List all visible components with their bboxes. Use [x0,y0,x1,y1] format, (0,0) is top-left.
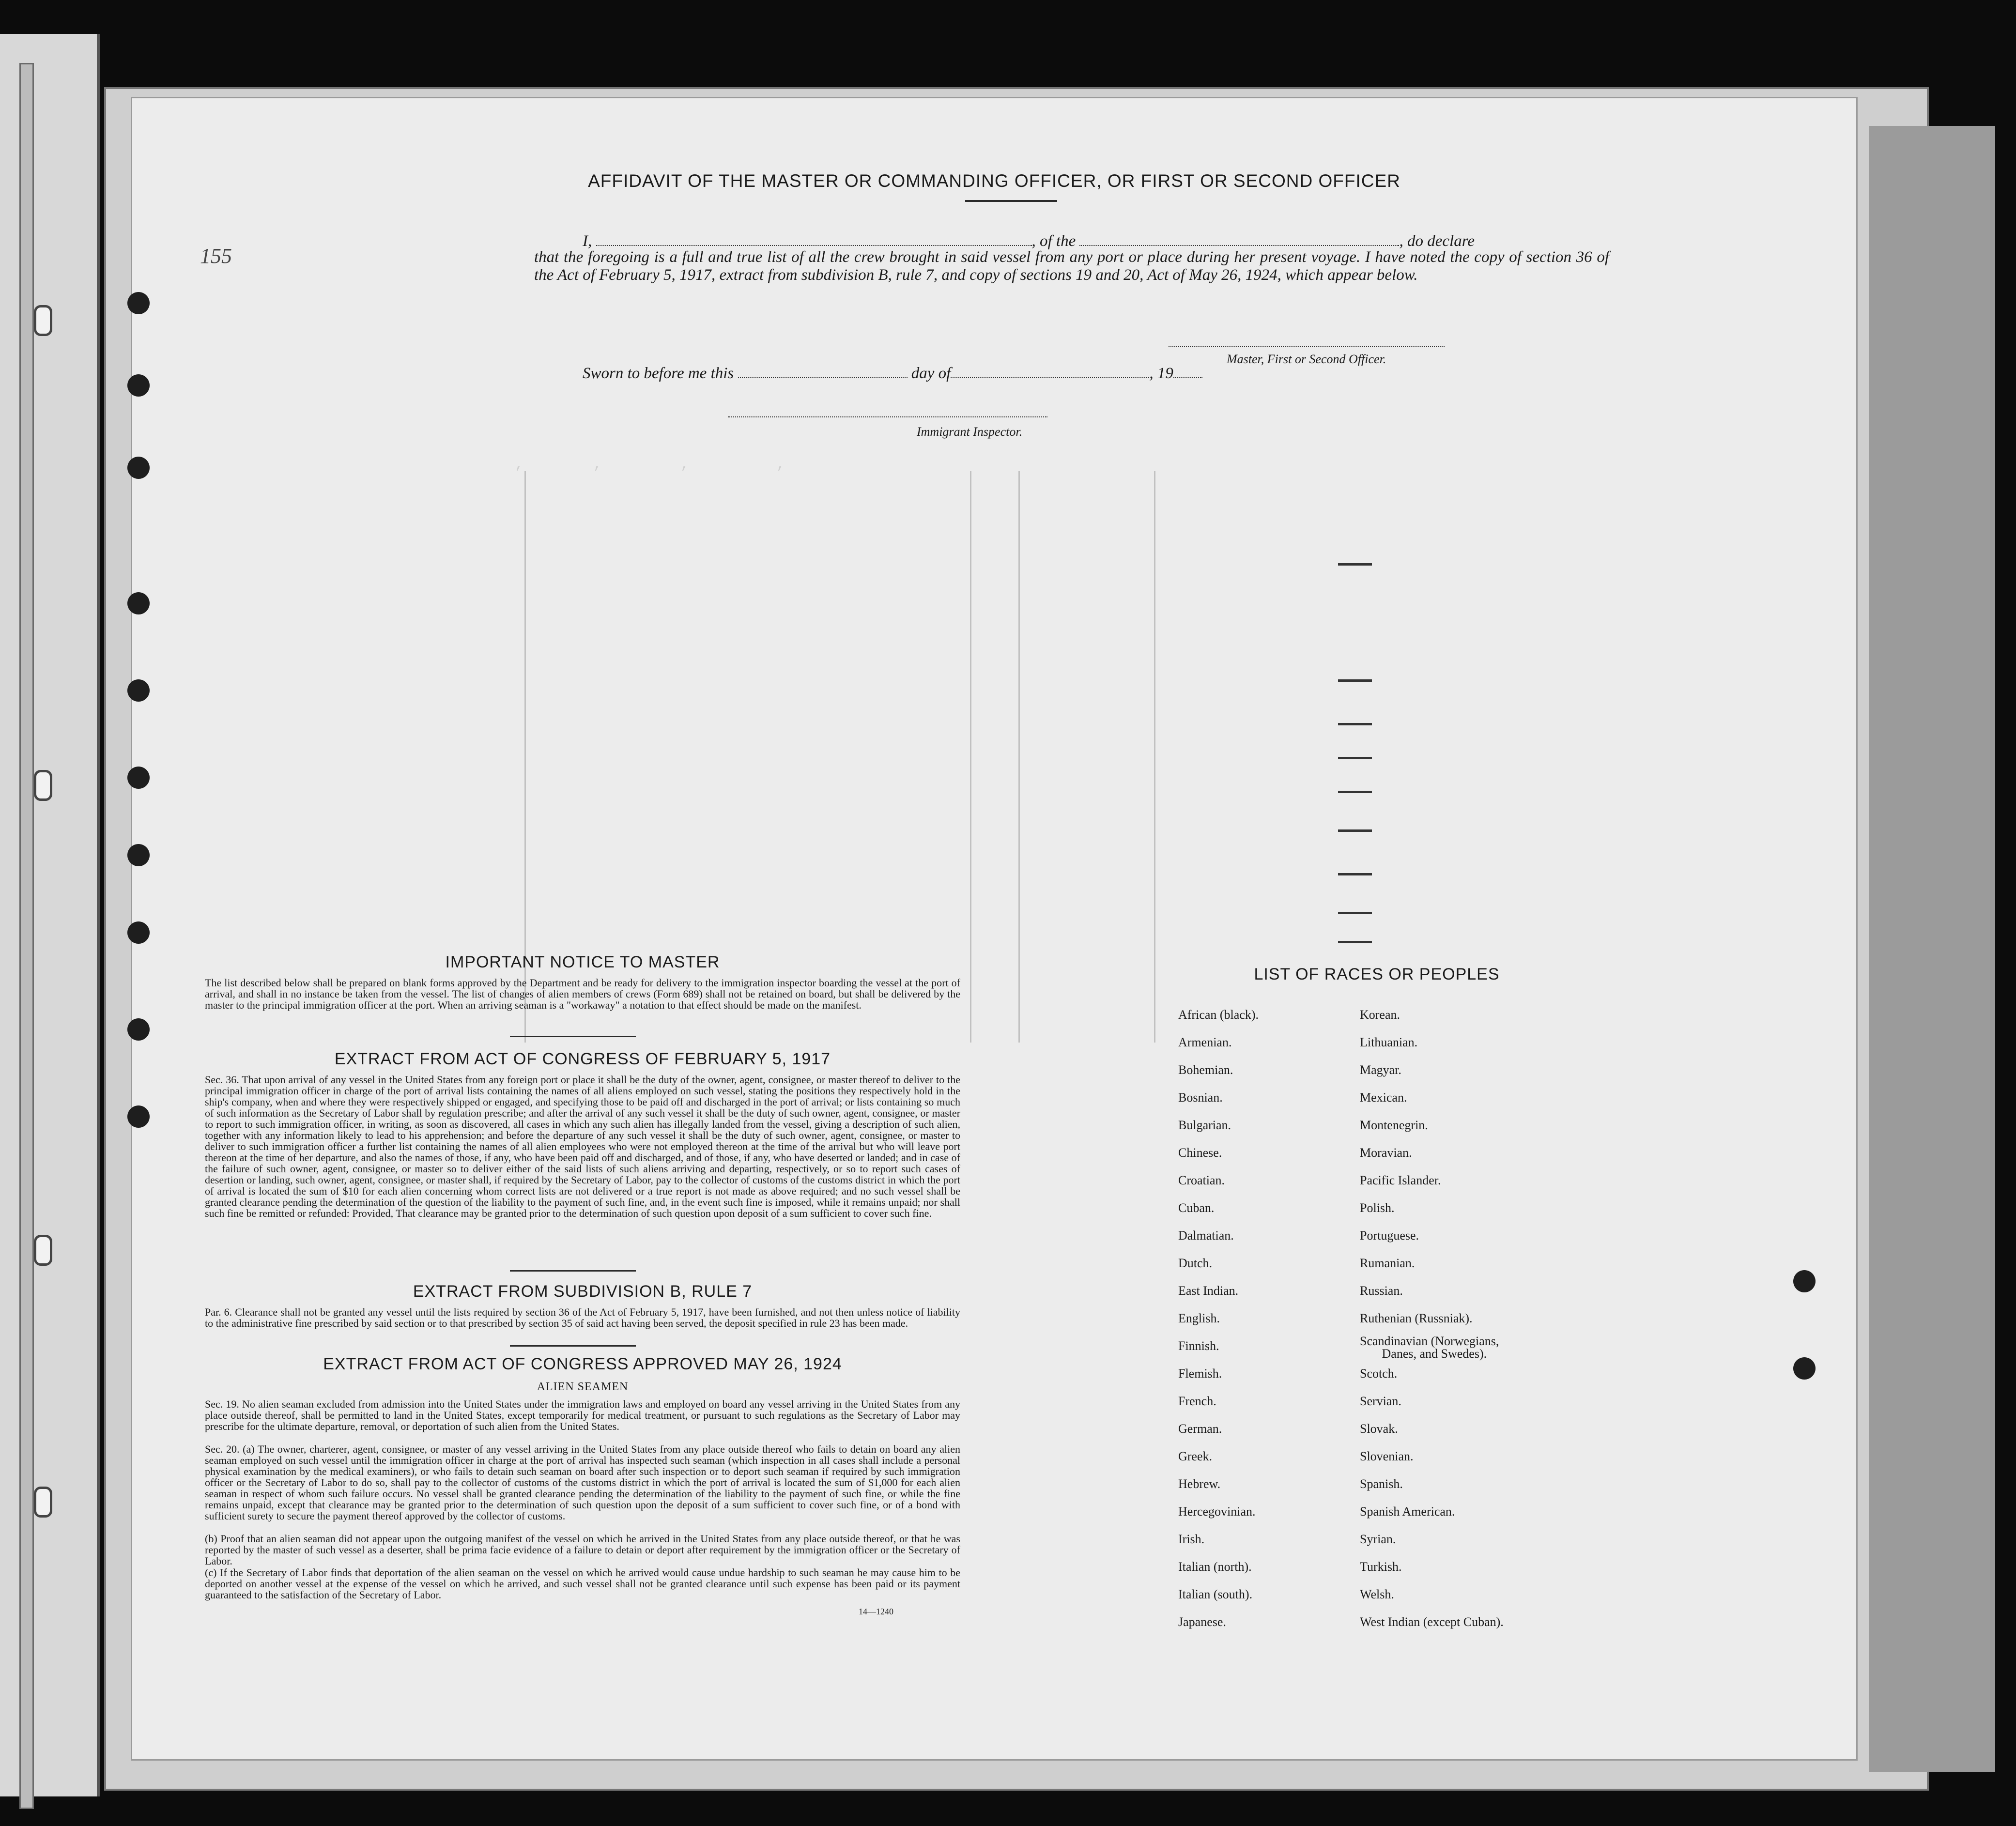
bleed-through-dash [1338,912,1372,914]
sworn-line [583,364,1202,383]
sworn-year-prefix: , 19 [1149,365,1173,382]
sec-20c-text: (c) If the Secretary of Labor finds that deportation of the alien seaman on the vessel on which he arrived would cause undue hardship to such seaman he may cause him to be deported on another vessel at the expense of the vessel on which he arrived, and such vessel shall not be granted clearance until such expense has been paid or its payment guaranteed to the satisfaction of the Secretary of Labor. [205,1566,960,1601]
bleed-through-text: , , , , [471,457,855,473]
race-item: African (black). [1178,1008,1259,1022]
race-item: Polish. [1360,1201,1395,1215]
race-item: French. [1178,1394,1216,1408]
sec-19-text: Sec. 19. No alien seaman excluded from admission into the United States under the immigration laws and employed on board any vessel arriving in the United States from any place outside thereof, shall be permitted to land in the United States, except temporarily for medical treatment, or pursuant to such regulations as the Secretary of Labor may prescribe for the ultimate departure, removal, or deportation of such alien from the United States. [205,1398,960,1432]
race-item: Bohemian. [1178,1063,1233,1077]
race-item: Servian. [1360,1394,1401,1408]
notice-body: The list described below shall be prepared on blank forms approved by the Department and be ready for delivery to the immigration inspector boarding the vessel at the port of arrival, and shall in no instance be taken from the vessel. The list of changes of alien members of crews (Form 689) shall not be retained on board, but shall be delivered by the master to the principal immigration officer at the port. When an arriving seaman is a "workaway" a notation to that effect should be made on the manifest. [205,977,960,1011]
sec-20b-text: (b) Proof that an alien seaman did not appear upon the outgoing manifest of the vessel on which he arrived in the United States from any place outside thereof, or that he was reported by the master of such vessel as a deserter, shall be prima facie evidence of a failure to detain or deport after requirement by the immigration officer or the Secretary of Labor. [205,1533,960,1567]
bleed-through-dash [1338,679,1372,682]
race-item: Slovak. [1360,1422,1398,1436]
race-item: Dalmatian. [1178,1228,1234,1243]
punch-hole [127,292,150,314]
sec-20a-text: Sec. 20. (a) The owner, charterer, agent, consignee, or master of any vessel arriving in the United States from any place outside thereof who fails to detain on board any alien seaman employed on such vessel until the immigration officer in charge at the port of arrival has inspected such seaman (which inspection in all cases shall include a personal physical examination by the medical examiners), or who fails to detain such seaman on board after such inspection or to deport such seaman if required by such immigration officer or the Secretary of Labor to do so, shall pay to the collector of customs of the customs district in which the port of arrival is located the sum of $1,000 for each alien seaman in respect of whom such failure occurs. No vessel shall be granted clearance pending the determination of the liability to the payment of such fine, or while the fine remains unpaid, except that clearance may be granted prior to the determination of such question upon the deposit of a sum sufficient to cover such fine, or of a bond with sufficient surety to secure the payment thereof approved by the collector of customs. [205,1443,960,1522]
extract-1917-title: EXTRACT FROM ACT OF CONGRESS OF FEBRUARY 5, 1917 [334,1050,831,1068]
section-divider [510,1345,636,1347]
race-item: Bosnian. [1178,1090,1223,1105]
bleed-through-rule [970,471,971,1043]
underlying-page-edge [1869,126,1995,1772]
race-item: East Indian. [1178,1284,1239,1298]
binder-hole [34,305,52,336]
bleed-through-dash [1338,873,1372,875]
race-item: Turkish. [1360,1560,1402,1574]
inspector-caption: Immigrant Inspector. [917,425,1023,439]
race-item: Scotch. [1360,1366,1398,1381]
race-item: Welsh. [1360,1587,1394,1601]
race-item: Japanese. [1178,1615,1226,1629]
sworn-day-field[interactable] [738,364,908,378]
extract-1917-body: Sec. 36. That upon arrival of any vessel in the United States from any foreign port or place it shall be the duty of the owner, agent, consignee, or master thereof to deliver to the principal immigration officer in charge of the port of arrival lists containing the names of all aliens employed on such vessel, stating the positions they respectively hold in the ship's company, when and where they were respectively shipped or engaged, and specifying those to be paid off and discharged in the port of arrival; or lists containing so much of such information as the Secretary of Labor shall by regulation prescribe; and after the arrival of any such vessel it shall be the duty of such owner, agent, consignee, or master to report to such immigration officer, in writing, as soon as discovered, all cases in which any such alien has illegally landed from the vessel, giving a description of such alien, together with any information likely to lead to his apprehension; and before the departure of any such vessel it shall be the duty of such owner, agent, consignee, or master to deliver to such immigration officer a further list containing the names of all alien employees who were not employed thereon at the time of the arrival but who will leave port thereon at the time of her departure, and also the names of those, if any, who have been paid off and discharged, and of those, if any, who have deserted or landed; and in case of the failure of such owner, agent, consignee, or master so to deliver either of the said lists of such aliens arriving and departing, respectively, or so to report such cases of desertion or landing, such owner, agent, consignee, or master shall, if required by the Secretary of Labor, pay to the collector of customs of the customs district in which the port of arrival is located the sum of $10 for each alien concerning whom correct lists are not delivered or a true report is not made as above required; and no such vessel shall be granted clearance pending the determination of the question of the liability to the payment of such fine, and, in the event such fine is imposed, while it remains unpaid; nor shall such fine be remitted or refunded: Provided, That clearance may be granted prior to the determination of such question upon deposit of a sum sufficient to cover such fine. [205,1074,960,1219]
handwritten-number: 155 [200,244,232,268]
race-item: English. [1178,1311,1220,1325]
race-item: Spanish. [1360,1477,1403,1491]
race-item: Ruthenian (Russniak). [1360,1311,1473,1325]
race-item: Scandinavian (Norwegians, Danes, and Swedes). [1360,1334,1499,1361]
sworn-prefix: Sworn to before me this [583,365,734,382]
race-item: Cuban. [1178,1201,1215,1215]
declaration-declare: , do declare [1399,232,1475,250]
punch-hole [1793,1270,1816,1292]
name-field[interactable] [596,231,1032,246]
declaration-i: I, [583,232,592,250]
race-item: Armenian. [1178,1035,1232,1049]
binder-hole [34,1235,52,1266]
race-item: Pacific Islander. [1360,1173,1441,1187]
race-item: Russian. [1360,1284,1403,1298]
document-page [131,97,1858,1761]
race-item: Lithuanian. [1360,1035,1418,1049]
punch-hole [127,457,150,479]
race-item: Portuguese. [1360,1228,1419,1243]
extract-rule7-body: Par. 6. Clearance shall not be granted any vessel until the lists required by section 36 of the Act of February 5, 1917, have been furnished, and not then unless notice of liability to the administrative fine prescribed by said section or to that prescribed by section 35 of said act having been served, the deposit specified in rule 23 has been made. [205,1306,960,1329]
race-item: Moravian. [1360,1146,1412,1160]
race-item: Syrian. [1360,1532,1396,1546]
extract-1924-title: EXTRACT FROM ACT OF CONGRESS APPROVED MAY 26, 1924 [323,1355,842,1373]
race-item: Italian (south). [1178,1587,1253,1601]
race-item: Italian (north). [1178,1560,1252,1574]
bleed-through-dash [1338,757,1372,759]
extract-1924-subtitle: ALIEN SEAMEN [537,1381,629,1393]
bleed-through-dash [1338,723,1372,725]
binder-strip [0,34,100,1796]
affidavit-title: AFFIDAVIT OF THE MASTER OR COMMANDING OFFICER, OR FIRST OR SECOND OFFICER [588,171,1400,191]
notice-title: IMPORTANT NOTICE TO MASTER [445,953,720,971]
bleed-through-dash [1338,829,1372,832]
punch-hole [127,374,150,397]
punch-hole [127,921,150,944]
race-item: Chinese. [1178,1146,1222,1160]
form-number: 14—1240 [859,1607,893,1616]
signature-caption: Master, First or Second Officer. [1227,352,1386,366]
punch-hole [127,1018,150,1041]
punch-hole [127,767,150,789]
race-item: Dutch. [1178,1256,1213,1270]
binder-hole [34,1487,52,1518]
title-underline [965,200,1057,202]
binder-hole [34,770,52,801]
race-item: German. [1178,1422,1222,1436]
declaration-body: that the foregoing is a full and true list of all the crew brought in said vessel from any port or place during her present voyage. I have noted the copy of section 36 of the Act of February 5, 1917, extract from subdivision B, rule 7, and copy of sections 19 and 20, Act of May 26, 1924, which appear below. [534,248,1609,284]
punch-hole [127,844,150,866]
race-item: Flemish. [1178,1366,1222,1381]
bleed-through-dash [1338,563,1372,566]
signature-line[interactable] [1169,345,1445,347]
race-item: Magyar. [1360,1063,1401,1077]
bleed-through-rule [1018,471,1020,1043]
race-item: Spanish American. [1360,1504,1455,1519]
punch-hole [127,1105,150,1128]
sworn-month-field[interactable] [951,364,1149,378]
race-item: Slovenian. [1360,1449,1414,1463]
race-item: Korean. [1360,1008,1400,1022]
race-item: Finnish. [1178,1339,1219,1353]
race-item: West Indian (except Cuban). [1360,1615,1504,1629]
punch-hole [127,679,150,702]
race-item: Croatian. [1178,1173,1225,1187]
section-divider [510,1270,636,1272]
vessel-field[interactable] [1079,231,1399,246]
race-item: Bulgarian. [1178,1118,1231,1132]
punch-hole [127,592,150,614]
race-item: Greek. [1178,1449,1213,1463]
race-item: Hebrew. [1178,1477,1221,1491]
binder-edge [19,63,34,1809]
declaration-line [583,231,1475,250]
race-item: Montenegrin. [1360,1118,1428,1132]
punch-hole [1793,1357,1816,1380]
section-divider [510,1036,636,1037]
sworn-year-field[interactable] [1173,364,1202,378]
bleed-through-rule [1154,471,1155,1043]
race-item: Mexican. [1360,1090,1407,1105]
declaration-of-the: , of the [1031,232,1076,250]
race-item: Rumanian. [1360,1256,1415,1270]
race-item: Hercegovinian. [1178,1504,1256,1519]
extract-rule7-title: EXTRACT FROM SUBDIVISION B, RULE 7 [413,1282,753,1301]
race-item: Irish. [1178,1532,1205,1546]
bleed-through-dash [1338,941,1372,943]
inspector-signature-line[interactable] [728,415,1047,417]
bleed-through-dash [1338,791,1372,793]
sworn-day-of: day of [911,365,951,382]
races-title: LIST OF RACES OR PEOPLES [1254,965,1500,983]
